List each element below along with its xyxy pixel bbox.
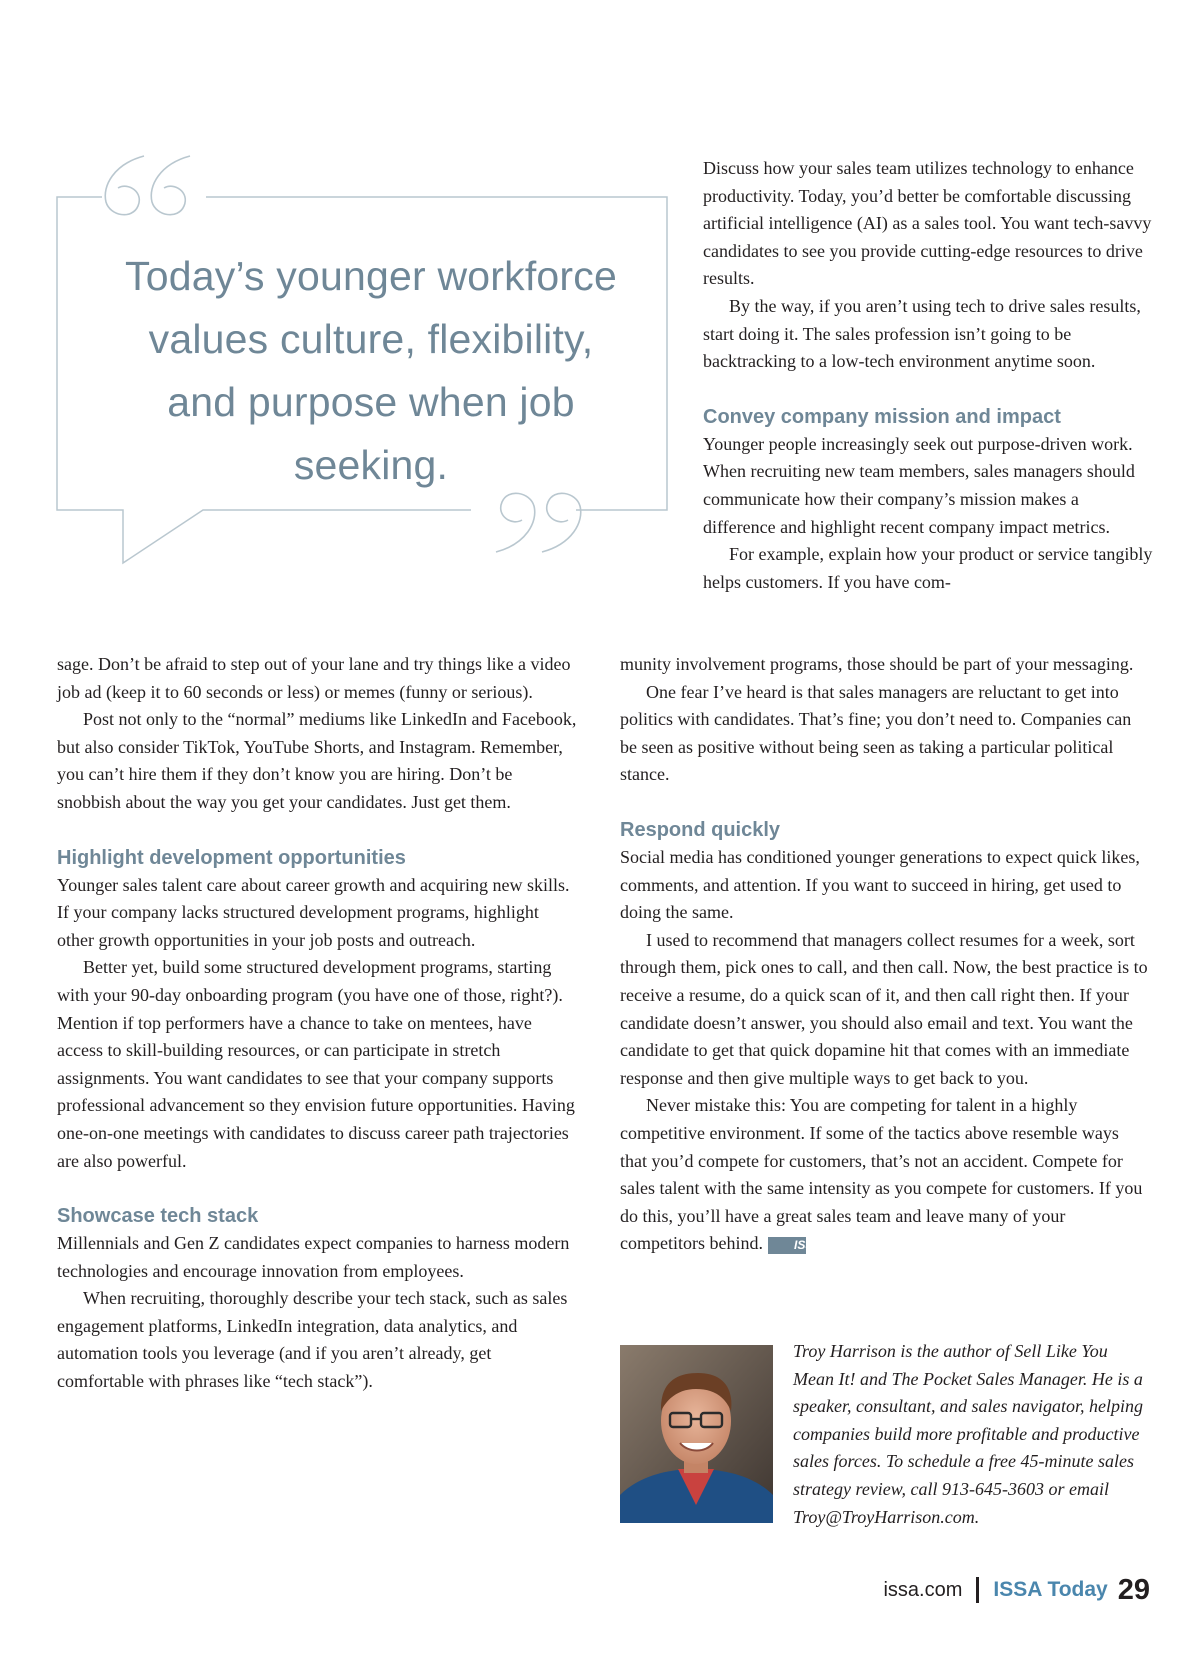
footer-divider [976,1577,979,1603]
body-paragraph: Younger sales talent care about career growth and acquiring new skills. If your company lacks structured development programs, highlight other growth opportunities in your job posts and outreach. [57,874,570,950]
pull-quote-line: and purpose when job [167,379,575,425]
right-column [620,651,1150,1258]
author-bio: Troy Harrison is the author of Sell Like You Mean It! and The Pocket Sales Manager. He is a speaker, consultant, and sales navigator, helping companies build more profitable and productive sales forces. To schedule a free 45-minute sales strategy review, call 913-645-3603 or email Troy@TroyHarrison.com. [793,1341,1143,1527]
body-paragraph [620,1092,1150,1258]
issa-end-mark-label: ISSA [793,1237,822,1252]
pull-quote-line: Today’s younger workforce [125,253,617,299]
page-footer [883,1570,1150,1610]
body-paragraph: Better yet, build some structured development programs, starting with your 90-day onboarding program (you have one of those, right?). Mention if top performers have a chance to take on mentees, have access to skill-building resources, or can participate in stretch assignments. You want candidates to see that your company supports professional advancement so they envision future opportunities. Having one-on-one meetings with candidates to discuss career path trajectories are also powerful. [57,957,575,1171]
pull-quote-line: values culture, flexibility, [148,316,594,362]
body-paragraph: When recruiting, thoroughly describe your tech stack, such as sales engagement platforms, LinkedIn integration, data analytics, and automation tools you leverage (and if you aren’t already, get comfortable with phrases like “tech stack”). [57,1288,568,1392]
body-paragraph: munity involvement programs, those should be part of your messaging. [620,654,1134,674]
body-paragraph: sage. Don’t be afraid to step out of your lane and try things like a video job ad (keep it to 60 seconds or less) or memes (funny or serious). [57,654,571,702]
body-paragraph: For example, explain how your product or service tangibly helps customers. If you have com- [703,544,1153,592]
section-heading-tech-stack: Showcase tech stack [57,1205,259,1228]
section-heading-respond: Respond quickly [620,818,781,841]
body-paragraph: By the way, if you aren’t using tech to drive sales results, start doing it. The sales profession isn’t going to be backtracking to a low-tech environment anytime soon. [703,295,1141,372]
page-number: 29 [1117,1573,1150,1606]
author-photo [620,1345,773,1523]
close-quote-icon [496,493,581,552]
pull-quote-line: seeking. [293,442,449,488]
left-column [57,651,579,1396]
body-paragraph: Discuss how your sales team utilizes technology to enhance productivity. Today, you’d better be comfortable discussing artificial intelligence (AI) as a sales tool. You want tech-savvy candidates to see you provide cutting-edge resources to drive results. [703,158,1152,289]
issa-end-mark-icon [768,1237,822,1254]
pull-quote [56,150,668,600]
pull-quote-text [76,245,666,497]
body-paragraph: One fear I’ve heard is that sales managers are reluctant to get into politics with candidates. That’s fine; you don’t need to. Companies can be seen as positive without being seen as taking a particular political stance. [620,681,1132,785]
body-paragraph: Younger people increasingly seek out purpose-driven work. When recruiting new team members, sales managers should communicate how their company’s mission makes a difference and highlight recent company impact metrics. [703,433,1135,537]
footer-magazine-name: ISSA Today [993,1578,1108,1601]
body-paragraph: Post not only to the “normal” mediums like LinkedIn and Facebook, but also consider TikTok, YouTube Shorts, and Instagram. Remember, you can’t hire them if they don’t know you are hiring. Don’t be snobbish about the way you get your candidates. Just get them. [57,709,577,812]
section-heading-mission: Convey company mission and impact [703,405,1061,428]
open-quote-icon [105,156,190,215]
right-column-top [703,155,1153,596]
body-paragraph: Millennials and Gen Z candidates expect companies to harness modern technologies and encourage innovation from employees. [57,1233,570,1281]
section-heading-development: Highlight development opportunities [57,846,406,869]
body-paragraph: I used to recommend that managers collect resumes for a week, sort through them, pick ones to call, and then call. Now, the best practice is to receive a resume, do a quick scan of it, and then call right then. If your candidate doesn’t answer, you should also email and text. You want the candidate to get that quick dopamine hit that comes with an immediate response and then give multiple ways to get back to you. [620,929,1148,1088]
body-paragraph: Social media has conditioned younger generations to expect quick likes, comments, and attention. If you want to succeed in hiring, get used to doing the same. [620,846,1140,923]
body-paragraph-text: Never mistake this: You are competing for talent in a highly competitive environment. If some of the tactics above resemble ways that you’d compete for customers, that’s not an accident. Compete for sales talent with the same intensity as you compete for customers. If you do this, you’ll have a great sales team and leave many of your competitors behind. [620,1095,1143,1254]
footer-site: issa.com [883,1578,963,1601]
